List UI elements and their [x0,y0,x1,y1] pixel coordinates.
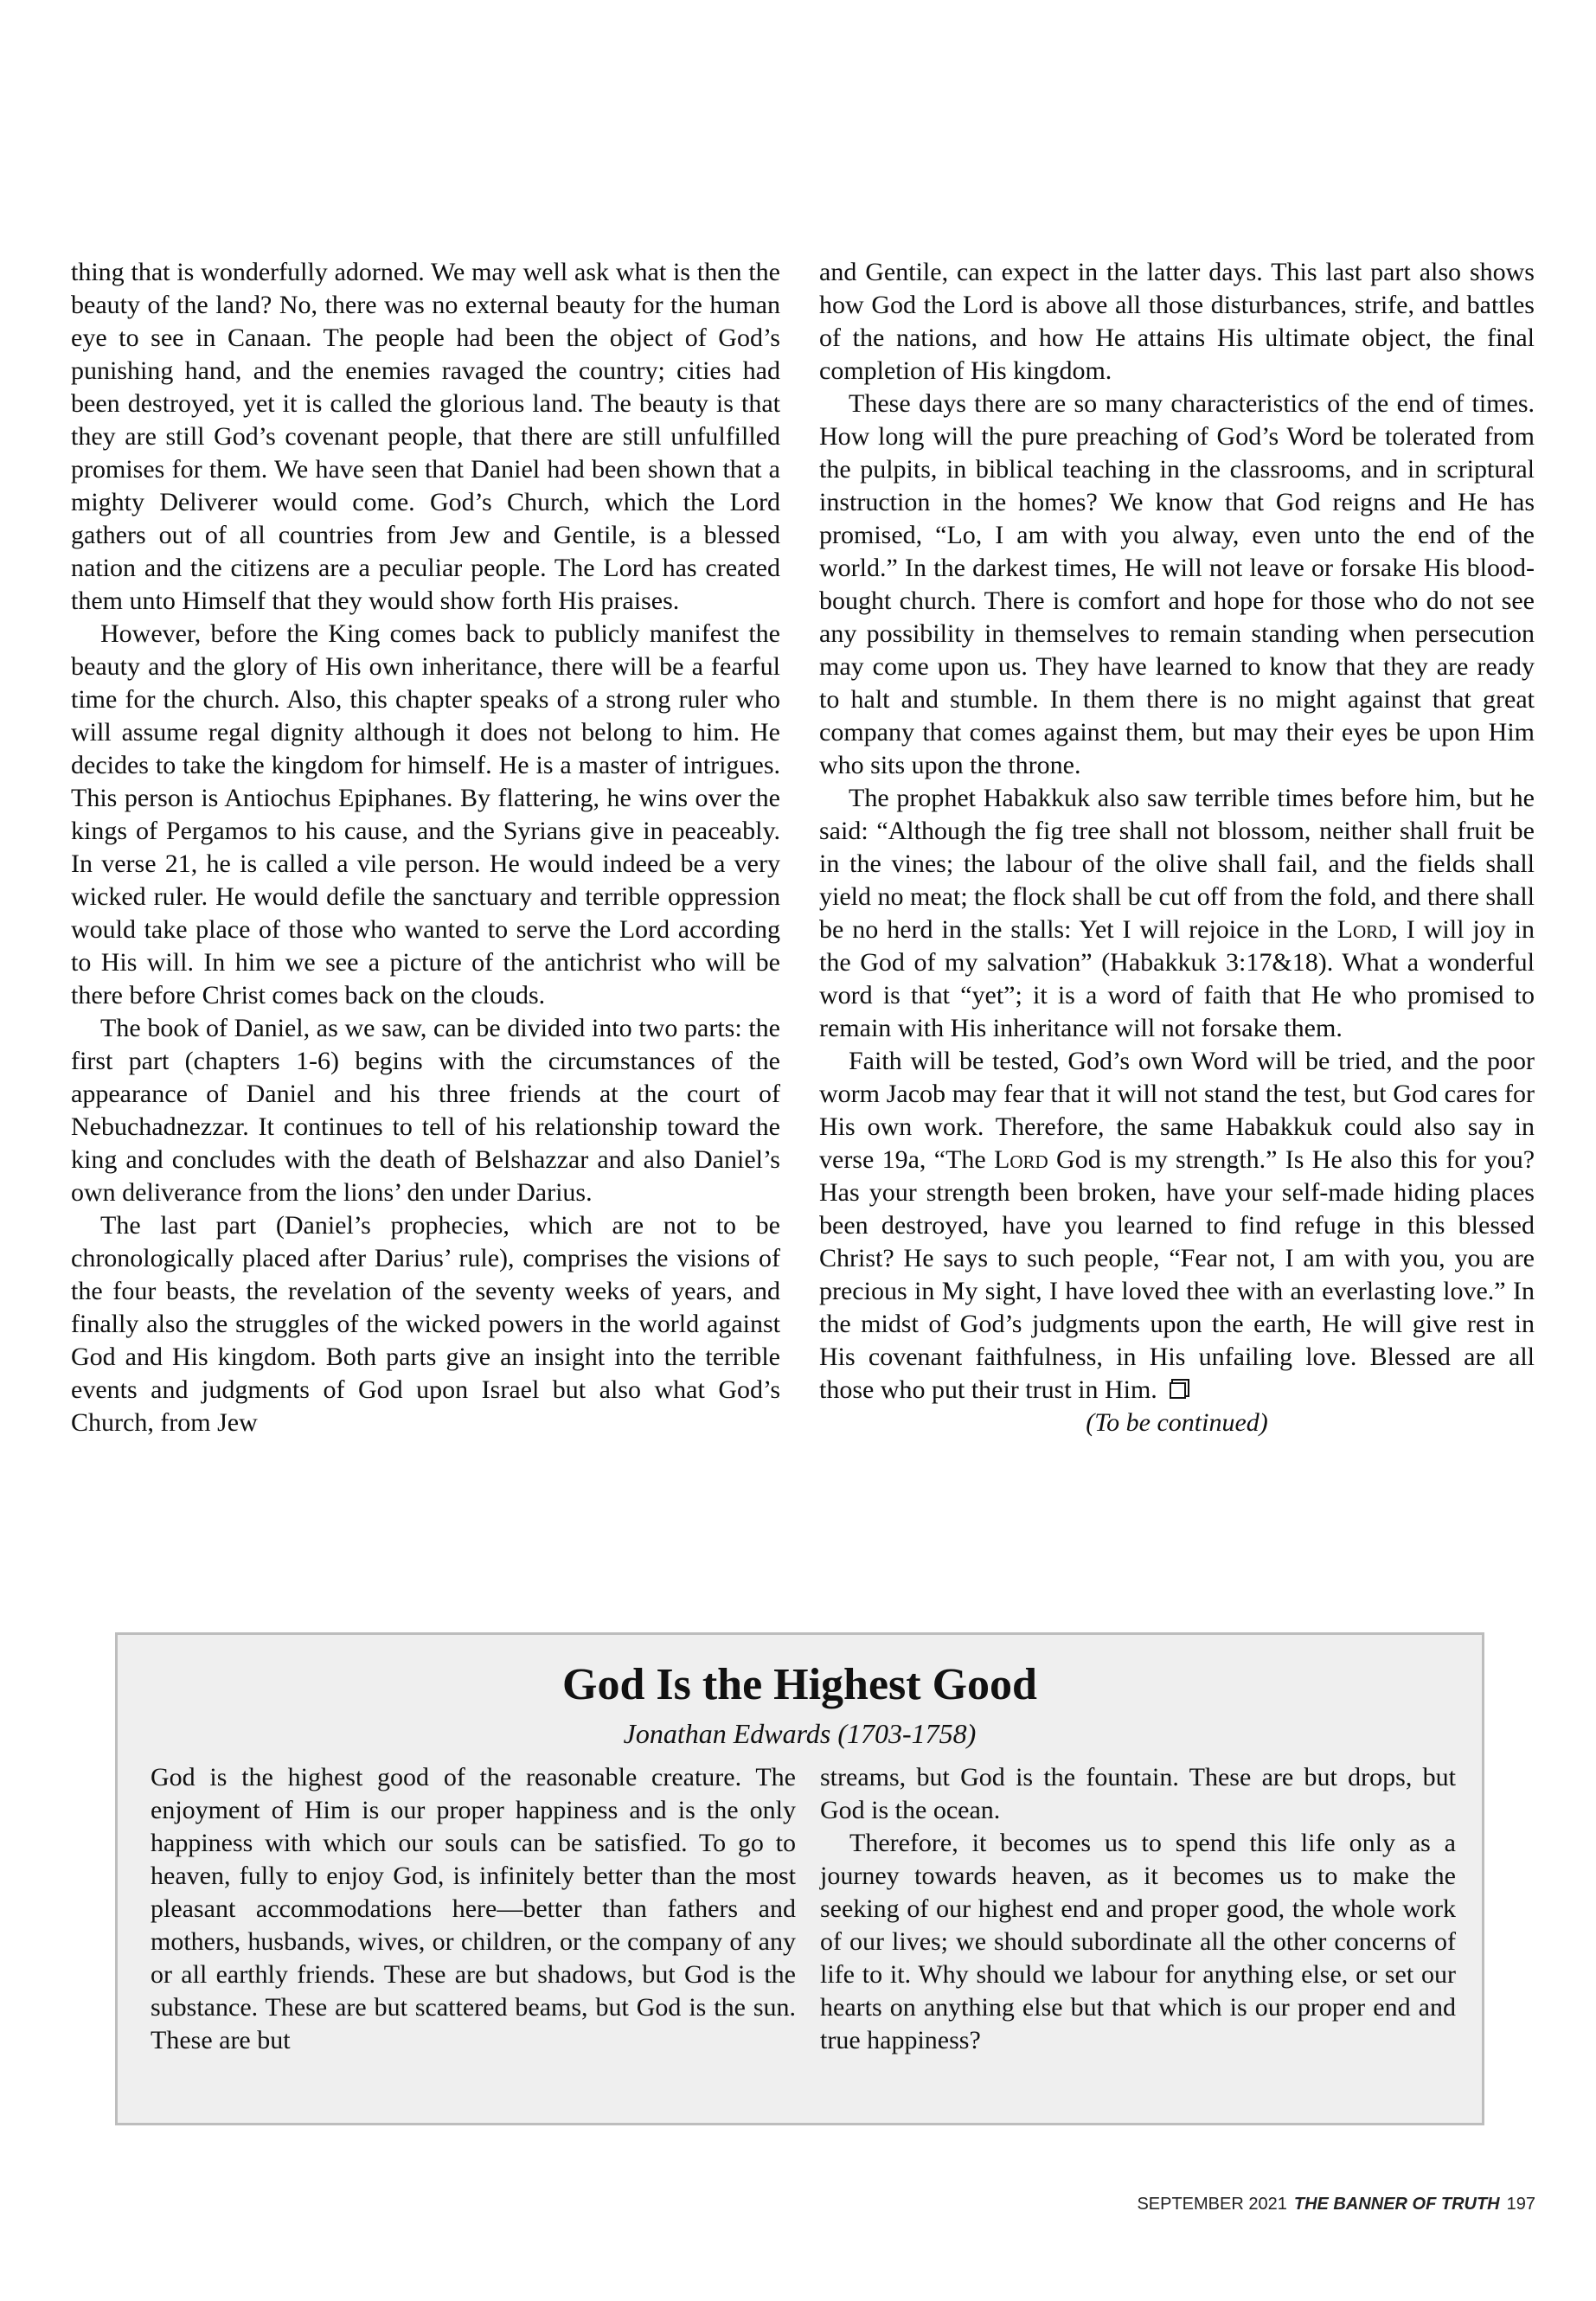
footer-magazine-title: THE BANNER OF TRUTH [1293,2195,1500,2214]
sidebar-paragraph: God is the highest good of the reasonable creature. The enjoyment of Him is our proper happiness and is the only happiness with which our souls can be satisfied. To go to heaven, fully to enjoy God, is infinitely better than the most pleasant accommodations here—better than fathers and mothers, husbands, wives, or children, or the company of any or all earthly friends. These are but shadows, but God is the substance. These are but scattered beams, but God is the sun. These are but [151,1763,796,2054]
paragraph-text: , I will joy in the God of my salvation” (Habakkuk 3:17&18). What a wonderful word is that “yet”; it is a word of faith that He who promised to remain with His inheritance will not forsake them. [819,915,1535,1042]
lord-small-caps: Lord [994,1145,1048,1174]
sidebar-right-column [820,1761,1456,2057]
footer-page-number: 197 [1506,2195,1535,2214]
sidebar-left-column [151,1761,796,2057]
article-left-column [71,256,780,1439]
page-footer [1137,2195,1535,2214]
article-paragraph: and Gentile, can expect in the latter days. This last part also shows how God the Lord is above all those disturbances, strife, and battles of the nations, and how He attains His ultimate object, the final completion of His kingdom. [819,258,1535,385]
article-paragraph: These days there are so many characteristics of the end of times. How long will the pure preaching of God’s Word be tolerated from the pulpits, in biblical teaching in the classrooms, and in scriptural instruction in the homes? We know that God reigns and He has promised, “Lo, I am with you alway, even unto the end of the world.” In the darkest times, He will not leave or forsake His blood-bought church. There is comfort and hope for those who do not see any possibility in themselves to remain standing when persecution may come upon us. They have learned to know that they are ready to halt and stumble. In them there is no might against that great company that comes against them, but may their eyes be upon Him who sits upon the throne. [819,389,1535,779]
article-paragraph [819,782,1535,1045]
article-paragraph: thing that is wonderfully adorned. We may well ask what is then the beauty of the land? No, there was no external beauty for the human eye to see in Canaan. The people had been the object of God’s punishing hand, and the enemies ravaged the country; cities had been destroyed, yet it is called the glorious land. The beauty is that they are still God’s covenant people, that there are still unfulfilled promises for them. We have seen that Daniel had been shown that a mighty Deliverer would come. God’s Church, which the Lord gathers out of all countries from Jew and Gentile, is a blessed nation and the citizens are a peculiar people. The Lord has created them unto Himself that they would show forth His praises. [71,258,780,615]
article-paragraph: The last part (Daniel’s prophecies, which are not to be chronologically placed after Darius’ rule), comprises the visions of the four beasts, the revelation of the seventy weeks of years, and finally also the struggles of the wicked powers in the world against God and His kingdom. Both parts give an insight into the terrible events and judgments of God upon Israel but also what God’s Church, from Jew [71,1211,780,1437]
paragraph-text: God is my strength.” Is He also this for you? Has your strength been broken, have your self-made hiding places been destroyed, have you learned to find refuge in this blessed Christ? He says to such people, “Fear not, I am with you, you are precious in My sight, I have loved thee with an everlasting love.” In the midst of God’s judgments upon the earth, He will give rest in His covenant faithfulness, in His unfailing love. Blessed are all those who put their trust in Him. [819,1145,1535,1404]
sidebar-author: Jonathan Edwards (1703-1758) [623,1718,977,1749]
sidebar-box [115,1632,1484,2125]
article-paragraph: However, before the King comes back to publicly manifest the beauty and the glory of His own inheritance, there will be a fearful time for the church. Also, this chapter speaks of a strong ruler who will assume regal dignity although it does not belong to him. He decides to take the kingdom for himself. He is a master of intrigues. This person is Antiochus Epiphanes. By flattering, he wins over the kings of Pergamos to his cause, and the Syrians give in peaceably. In verse 21, he is called a vile person. He would indeed be a very wicked ruler. He would defile the sanctuary and terrible oppression would take place of those who wanted to serve the Lord according to His will. In him we see a picture of the antichrist who will be there before Christ comes back on the clouds. [71,619,780,1009]
article-paragraph [819,1045,1535,1407]
paragraph-text: Faith will be tested, God’s own Word will be tried, and the poor worm Jacob may fear that it will not stand the test, but God cares for His own work. Therefore, the same Habakkuk could also say in verse 19a, “The [819,1047,1535,1174]
sidebar-paragraph: Therefore, it becomes us to spend this life only as a journey towards heaven, as it becomes us to make the seeking of our highest end and proper good, the whole work of our lives; we should subordinate all the other concerns of life to it. Why should we labour for anything else, or set our hearts on anything else but that which is our proper end and true happiness? [820,1829,1456,2054]
sidebar-paragraph: streams, but God is the fountain. These are but drops, but God is the ocean. [820,1763,1456,1824]
article-paragraph: The book of Daniel, as we saw, can be divided into two parts: the first part (chapters 1-6) begins with the circumstances of the appearance of Daniel and his three friends at the court of Nebuchadnezzar. It continues to tell of his relationship toward the king and concludes with the death of Belshazzar and also Daniel’s own deliverance from the lions’ den under Darius. [71,1014,780,1207]
sidebar-title: God Is the Highest Good [562,1660,1037,1709]
lord-small-caps: Lord [1336,915,1392,944]
end-of-article-box-icon [1170,1382,1186,1399]
article-right-column [819,256,1535,1439]
paragraph-text: The prophet Habakkuk also saw terrible times before him, but he said: “Although the fig tree shall not blossom, neither shall fruit be in the vines; the labour of the olive shall fail, and the fields shall yield no meat; the flock shall be cut off from the fold, and there shall be no herd in the stalls: Yet I will rejoice in the [819,784,1535,944]
footer-date: SEPTEMBER 2021 [1137,2195,1287,2214]
to-be-continued-note: (To be continued) [1086,1408,1268,1437]
